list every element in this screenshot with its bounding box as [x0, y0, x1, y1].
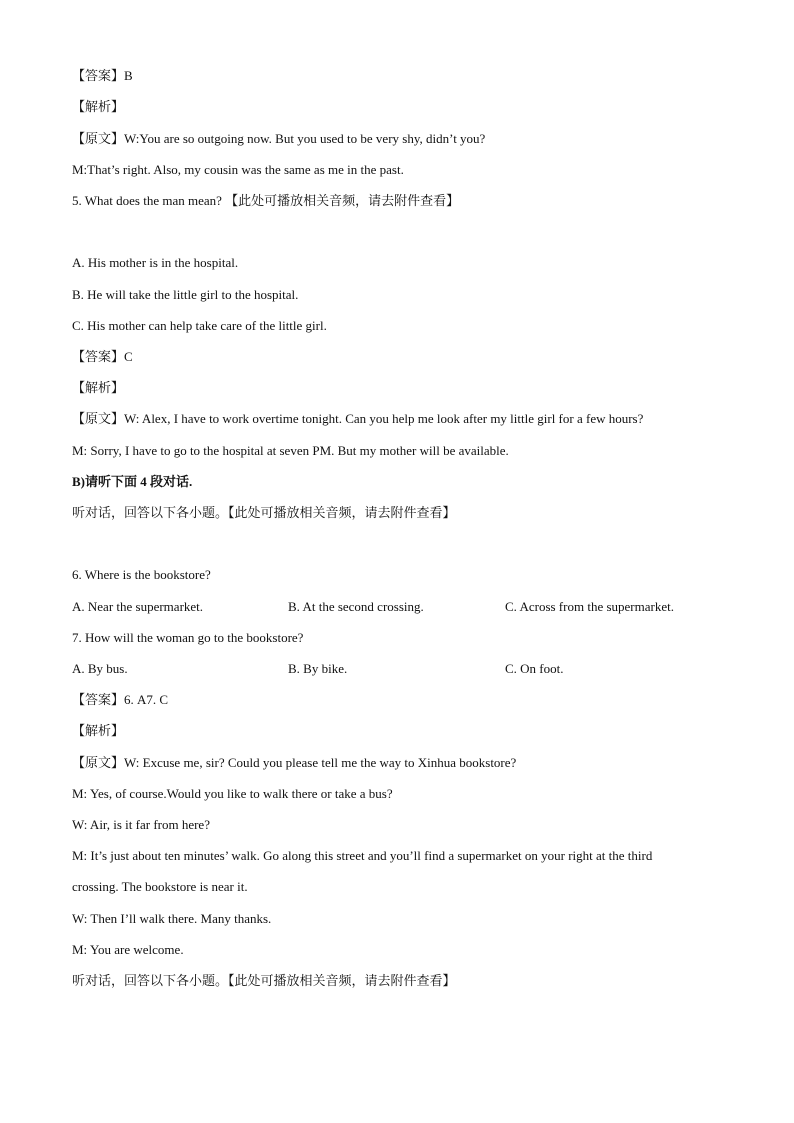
question-6: 6. Where is the bookstore?: [72, 567, 211, 582]
option-b: B. He will take the little girl to the hospital.: [72, 287, 299, 302]
option-c: C. Across from the supermarket.: [505, 599, 674, 614]
transcript-line: M: It’s just about ten minutes’ walk. Go along this street and you’ll find a supermarket on your right at the third: [72, 848, 653, 863]
transcript-line: M: Yes, of course.Would you like to walk there or take a bus?: [72, 786, 393, 801]
option-c: C. On foot.: [505, 661, 564, 676]
transcript-line: M: You are welcome.: [72, 942, 184, 957]
analysis-label: 【解析】: [72, 723, 125, 738]
option-b: B. By bike.: [288, 661, 348, 676]
transcript-line: 【原文】W: Excuse me, sir? Could you please tell me the way to Xinhua bookstore?: [72, 755, 517, 770]
transcript-line: W: Air, is it far from here?: [72, 817, 210, 832]
question-5: 5. What does the man mean? 【此处可播放相关音频，请去附件查看】: [72, 193, 460, 208]
option-a: A. By bus.: [72, 661, 128, 676]
transcript-line: 【原文】W:You are so outgoing now. But you used to be very shy, didn’t you?: [72, 131, 486, 146]
answer-label: 【答案】B: [72, 68, 133, 83]
transcript-line: W: Then I’ll walk there. Many thanks.: [72, 911, 272, 926]
section-b-heading: B)请听下面 4 段对话.: [72, 474, 193, 489]
option-b: B. At the second crossing.: [288, 599, 424, 614]
option-c: C. His mother can help take care of the little girl.: [72, 318, 327, 333]
answer-label: 【答案】6. A7. C: [72, 692, 169, 707]
transcript-line: 【原文】W: Alex, I have to work overtime tonight. Can you help me look after my little girl for a few hours?: [72, 411, 644, 426]
option-a: A. Near the supermarket.: [72, 599, 204, 614]
transcript-line: crossing. The bookstore is near it.: [72, 879, 248, 894]
answer-label: 【答案】C: [72, 349, 133, 364]
question-7: 7. How will the woman go to the bookstore?: [72, 630, 304, 645]
option-a: A. His mother is in the hospital.: [72, 255, 239, 270]
analysis-label: 【解析】: [72, 380, 125, 395]
transcript-line: M: Sorry, I have to go to the hospital at seven PM. But my mother will be available.: [72, 443, 509, 458]
analysis-label: 【解析】: [72, 99, 125, 114]
section-instruction: 听对话，回答以下各小题。【此处可播放相关音频，请去附件查看】: [72, 505, 456, 520]
transcript-line: M:That’s right. Also, my cousin was the same as me in the past.: [72, 162, 404, 177]
section-instruction: 听对话，回答以下各小题。【此处可播放相关音频，请去附件查看】: [72, 973, 456, 988]
